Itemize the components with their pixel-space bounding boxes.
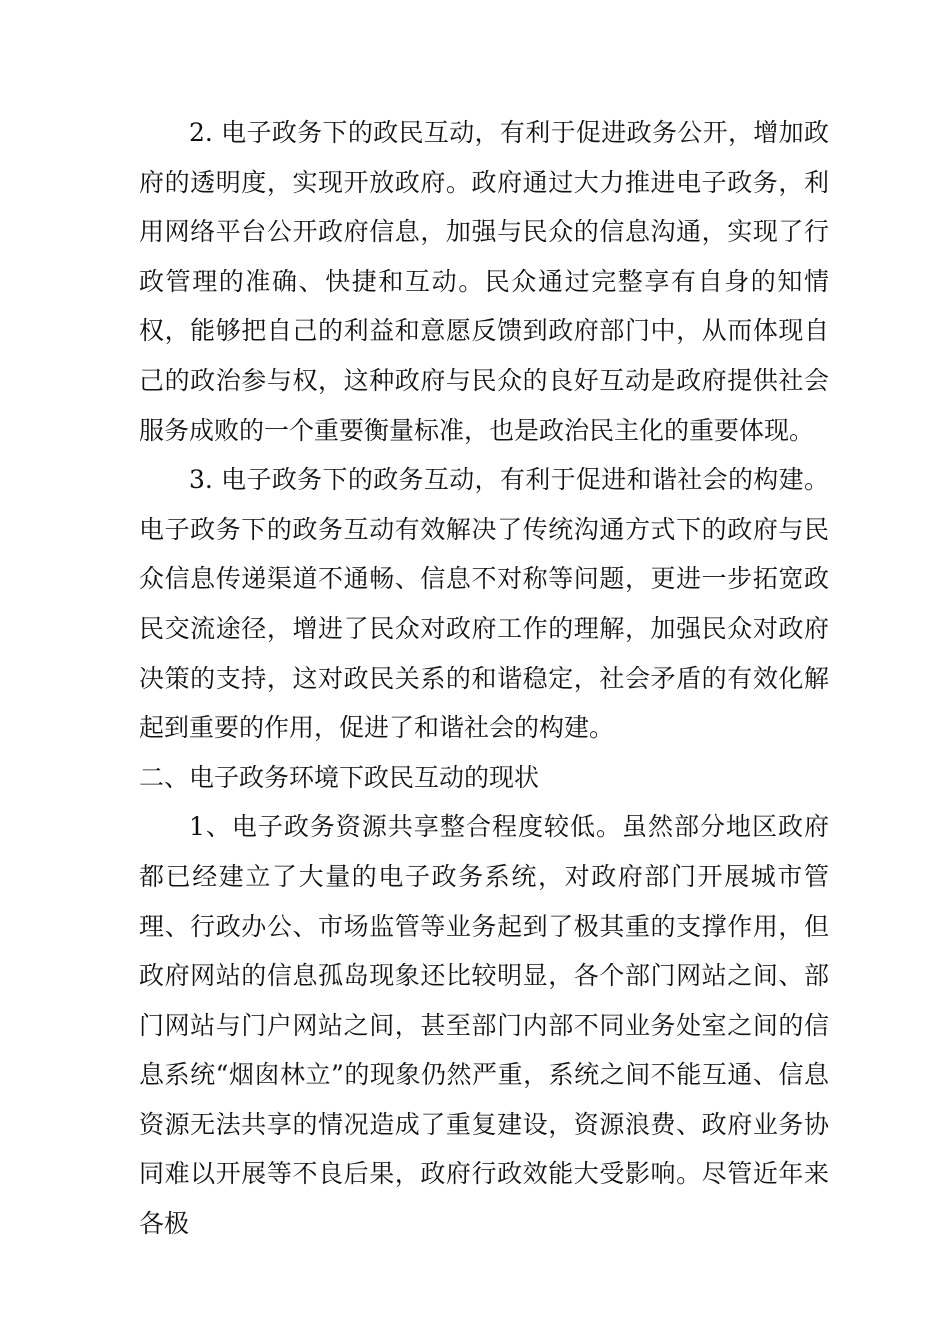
- paragraph-2-transparency: 2. 电子政务下的政民互动，有利于促进政务公开，增加政府的透明度，实现开放政府。政府通过大力推进电子政务，利用网络平台公开政府信息，加强与民众的信息沟通，实现了行政管理的准确、快捷和互动。民众通过完整享有自身的知情权，能够把自己的利益和意愿反馈到政府部门中，从而体现自己的政治参与权，这种政府与民众的良好互动是政府提供社会服务成败的一个重要衡量标准，也是政治民主化的重要体现。: [139, 118, 829, 445]
- section-heading-status: 二、电子政务环境下政民互动的现状: [139, 762, 540, 792]
- paragraph-1-resource-sharing: 1、电子政务资源共享整合程度较低。虽然部分地区政府都已经建立了大量的电子政务系统，对政府部门开展城市管理、行政办公、市场监管等业务起到了极其重的支撑作用，但政府网站的信息孤岛现象还比较明显，各个部门网站之间、部门网站与门户网站之间，甚至部门内部不同业务处室之间的信息系统“烟囱林立”的现象仍然严重，系统之间不能互通、信息资源无法共享的情况造成了重复建设，资源浪费、政府业务协同难以开展等不良后果，政府行政效能大受影响。尽管近年来各极: [139, 812, 829, 1239]
- document-body: [139, 108, 829, 1249]
- paragraph-3-harmonious-society: 3. 电子政务下的政务互动，有利于促进和谐社会的构建。电子政务下的政务互动有效解决了传统沟通方式下的政府与民众信息传递渠道不通畅、信息不对称等问题，更进一步拓宽政民交流途径，增进了民众对政府工作的理解，加强民众对政府决策的支持，这对政民关系的和谐稳定，社会矛盾的有效化解起到重要的作用，促进了和谐社会的构建。: [139, 465, 829, 743]
